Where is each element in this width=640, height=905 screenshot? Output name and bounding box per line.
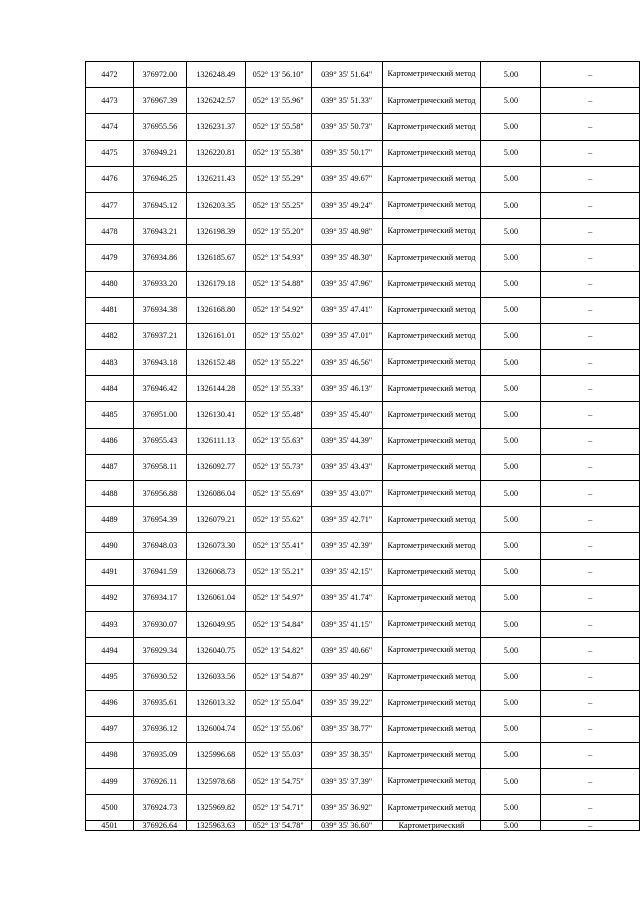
x-coordinate-cell: 376946.25 <box>133 166 186 192</box>
method-cell: Картометрический <box>382 821 481 831</box>
x-coordinate-cell: 376941.59 <box>133 559 186 585</box>
x-coordinate-cell: 376934.86 <box>133 245 186 271</box>
longitude-cell: 039° 35' 37.39" <box>311 769 382 795</box>
y-coordinate-cell: 1326168.80 <box>186 297 245 323</box>
table-row <box>86 62 640 88</box>
point-number-cell: 4479 <box>86 245 134 271</box>
y-coordinate-cell: 1326040.75 <box>186 638 245 664</box>
note-cell: – <box>541 664 640 690</box>
note-cell: – <box>541 245 640 271</box>
x-coordinate-cell: 376967.39 <box>133 88 186 114</box>
method-cell: Картометрический метод <box>382 62 481 88</box>
longitude-cell: 039° 35' 50.73" <box>311 114 382 140</box>
latitude-cell: 052° 13' 54.84" <box>245 611 311 637</box>
method-cell: Картометрический метод <box>382 742 481 768</box>
point-number-cell: 4475 <box>86 140 134 166</box>
accuracy-cell: 5.00 <box>481 769 541 795</box>
x-coordinate-cell: 376934.17 <box>133 585 186 611</box>
table-row <box>86 323 640 349</box>
table-row <box>86 166 640 192</box>
latitude-cell: 052° 13' 54.92" <box>245 297 311 323</box>
accuracy-cell: 5.00 <box>481 192 541 218</box>
note-cell: – <box>541 350 640 376</box>
point-number-cell: 4480 <box>86 271 134 297</box>
longitude-cell: 039° 35' 46.13" <box>311 376 382 402</box>
accuracy-cell: 5.00 <box>481 507 541 533</box>
longitude-cell: 039° 35' 50.17" <box>311 140 382 166</box>
longitude-cell: 039° 35' 47.96" <box>311 271 382 297</box>
table-row <box>86 350 640 376</box>
longitude-cell: 039° 35' 36.92" <box>311 795 382 821</box>
latitude-cell: 052° 13' 55.58" <box>245 114 311 140</box>
method-cell: Картометрический метод <box>382 166 481 192</box>
note-cell: – <box>541 585 640 611</box>
coordinates-table-body <box>86 62 640 831</box>
longitude-cell: 039° 35' 45.40" <box>311 402 382 428</box>
y-coordinate-cell: 1326049.95 <box>186 611 245 637</box>
x-coordinate-cell: 376955.56 <box>133 114 186 140</box>
method-cell: Картометрический метод <box>382 271 481 297</box>
latitude-cell: 052° 13' 55.62" <box>245 507 311 533</box>
y-coordinate-cell: 1326130.41 <box>186 402 245 428</box>
point-number-cell: 4482 <box>86 323 134 349</box>
method-cell: Картометрический метод <box>382 481 481 507</box>
point-number-cell: 4496 <box>86 690 134 716</box>
accuracy-cell: 5.00 <box>481 428 541 454</box>
method-cell: Картометрический метод <box>382 245 481 271</box>
accuracy-cell: 5.00 <box>481 88 541 114</box>
y-coordinate-cell: 1326231.37 <box>186 114 245 140</box>
table-row <box>86 795 640 821</box>
latitude-cell: 052° 13' 55.02" <box>245 323 311 349</box>
y-coordinate-cell: 1325978.68 <box>186 769 245 795</box>
longitude-cell: 039° 35' 49.24" <box>311 192 382 218</box>
x-coordinate-cell: 376954.39 <box>133 507 186 533</box>
note-cell: – <box>541 559 640 585</box>
accuracy-cell: 5.00 <box>481 323 541 349</box>
x-coordinate-cell: 376924.73 <box>133 795 186 821</box>
note-cell: – <box>541 533 640 559</box>
method-cell: Картометрический метод <box>382 376 481 402</box>
x-coordinate-cell: 376972.00 <box>133 62 186 88</box>
point-number-cell: 4472 <box>86 62 134 88</box>
accuracy-cell: 5.00 <box>481 402 541 428</box>
point-number-cell: 4487 <box>86 454 134 480</box>
longitude-cell: 039° 35' 47.01" <box>311 323 382 349</box>
longitude-cell: 039° 35' 40.66" <box>311 638 382 664</box>
table-row <box>86 376 640 402</box>
point-number-cell: 4477 <box>86 192 134 218</box>
method-cell: Картометрический метод <box>382 114 481 140</box>
y-coordinate-cell: 1326248.49 <box>186 62 245 88</box>
latitude-cell: 052° 13' 54.71" <box>245 795 311 821</box>
x-coordinate-cell: 376951.00 <box>133 402 186 428</box>
accuracy-cell: 5.00 <box>481 350 541 376</box>
x-coordinate-cell: 376929.34 <box>133 638 186 664</box>
latitude-cell: 052° 13' 54.82" <box>245 638 311 664</box>
point-number-cell: 4495 <box>86 664 134 690</box>
longitude-cell: 039° 35' 40.29" <box>311 664 382 690</box>
latitude-cell: 052° 13' 56.10" <box>245 62 311 88</box>
longitude-cell: 039° 35' 38.35" <box>311 742 382 768</box>
latitude-cell: 052° 13' 55.20" <box>245 219 311 245</box>
accuracy-cell: 5.00 <box>481 297 541 323</box>
table-row <box>86 271 640 297</box>
table-row <box>86 742 640 768</box>
latitude-cell: 052° 13' 55.03" <box>245 742 311 768</box>
y-coordinate-cell: 1326086.04 <box>186 481 245 507</box>
longitude-cell: 039° 35' 39.22" <box>311 690 382 716</box>
table-row <box>86 245 640 271</box>
x-coordinate-cell: 376930.52 <box>133 664 186 690</box>
method-cell: Картометрический метод <box>382 638 481 664</box>
x-coordinate-cell: 376946.42 <box>133 376 186 402</box>
longitude-cell: 039° 35' 51.64" <box>311 62 382 88</box>
y-coordinate-cell: 1326161.01 <box>186 323 245 349</box>
longitude-cell: 039° 35' 42.39" <box>311 533 382 559</box>
accuracy-cell: 5.00 <box>481 114 541 140</box>
method-cell: Картометрический метод <box>382 690 481 716</box>
latitude-cell: 052° 13' 55.33" <box>245 376 311 402</box>
latitude-cell: 052° 13' 54.88" <box>245 271 311 297</box>
x-coordinate-cell: 376948.03 <box>133 533 186 559</box>
accuracy-cell: 5.00 <box>481 62 541 88</box>
method-cell: Картометрический метод <box>382 507 481 533</box>
note-cell: – <box>541 62 640 88</box>
accuracy-cell: 5.00 <box>481 638 541 664</box>
note-cell: – <box>541 402 640 428</box>
x-coordinate-cell: 376945.12 <box>133 192 186 218</box>
point-number-cell: 4492 <box>86 585 134 611</box>
longitude-cell: 039° 35' 49.67" <box>311 166 382 192</box>
point-number-cell: 4490 <box>86 533 134 559</box>
y-coordinate-cell: 1326179.18 <box>186 271 245 297</box>
table-row <box>86 533 640 559</box>
table-row <box>86 585 640 611</box>
method-cell: Картометрический метод <box>382 611 481 637</box>
method-cell: Картометрический метод <box>382 428 481 454</box>
point-number-cell: 4484 <box>86 376 134 402</box>
accuracy-cell: 5.00 <box>481 742 541 768</box>
method-cell: Картометрический метод <box>382 219 481 245</box>
note-cell: – <box>541 297 640 323</box>
coordinates-table-sheet <box>85 61 640 831</box>
method-cell: Картометрический метод <box>382 323 481 349</box>
point-number-cell: 4493 <box>86 611 134 637</box>
longitude-cell: 039° 35' 47.41" <box>311 297 382 323</box>
point-number-cell: 4501 <box>86 821 134 831</box>
x-coordinate-cell: 376936.12 <box>133 716 186 742</box>
y-coordinate-cell: 1326079.21 <box>186 507 245 533</box>
y-coordinate-cell: 1325963.63 <box>186 821 245 831</box>
note-cell: – <box>541 821 640 831</box>
y-coordinate-cell: 1326203.35 <box>186 192 245 218</box>
note-cell: – <box>541 192 640 218</box>
accuracy-cell: 5.00 <box>481 219 541 245</box>
note-cell: – <box>541 271 640 297</box>
longitude-cell: 039° 35' 41.15" <box>311 611 382 637</box>
method-cell: Картометрический метод <box>382 716 481 742</box>
note-cell: – <box>541 323 640 349</box>
method-cell: Картометрический метод <box>382 402 481 428</box>
x-coordinate-cell: 376943.18 <box>133 350 186 376</box>
latitude-cell: 052° 13' 55.25" <box>245 192 311 218</box>
accuracy-cell: 5.00 <box>481 481 541 507</box>
accuracy-cell: 5.00 <box>481 559 541 585</box>
latitude-cell: 052° 13' 55.22" <box>245 350 311 376</box>
y-coordinate-cell: 1326220.81 <box>186 140 245 166</box>
y-coordinate-cell: 1326198.39 <box>186 219 245 245</box>
longitude-cell: 039° 35' 43.07" <box>311 481 382 507</box>
latitude-cell: 052° 13' 55.41" <box>245 533 311 559</box>
point-number-cell: 4491 <box>86 559 134 585</box>
latitude-cell: 052° 13' 55.63" <box>245 428 311 454</box>
longitude-cell: 039° 35' 43.43" <box>311 454 382 480</box>
accuracy-cell: 5.00 <box>481 166 541 192</box>
table-row <box>86 611 640 637</box>
table-row <box>86 821 640 831</box>
table-row <box>86 454 640 480</box>
point-number-cell: 4499 <box>86 769 134 795</box>
table-row <box>86 402 640 428</box>
longitude-cell: 039° 35' 42.15" <box>311 559 382 585</box>
accuracy-cell: 5.00 <box>481 690 541 716</box>
method-cell: Картометрический метод <box>382 769 481 795</box>
point-number-cell: 4489 <box>86 507 134 533</box>
y-coordinate-cell: 1326068.73 <box>186 559 245 585</box>
coordinates-table <box>85 61 640 831</box>
x-coordinate-cell: 376958.11 <box>133 454 186 480</box>
table-row <box>86 481 640 507</box>
x-coordinate-cell: 376926.64 <box>133 821 186 831</box>
point-number-cell: 4474 <box>86 114 134 140</box>
method-cell: Картометрический метод <box>382 795 481 821</box>
table-row <box>86 559 640 585</box>
method-cell: Картометрический метод <box>382 454 481 480</box>
note-cell: – <box>541 428 640 454</box>
x-coordinate-cell: 376934.38 <box>133 297 186 323</box>
latitude-cell: 052° 13' 55.38" <box>245 140 311 166</box>
y-coordinate-cell: 1326013.32 <box>186 690 245 716</box>
note-cell: – <box>541 716 640 742</box>
note-cell: – <box>541 690 640 716</box>
accuracy-cell: 5.00 <box>481 716 541 742</box>
table-row <box>86 297 640 323</box>
x-coordinate-cell: 376935.61 <box>133 690 186 716</box>
longitude-cell: 039° 35' 48.98" <box>311 219 382 245</box>
accuracy-cell: 5.00 <box>481 271 541 297</box>
latitude-cell: 052° 13' 54.97" <box>245 585 311 611</box>
y-coordinate-cell: 1326092.77 <box>186 454 245 480</box>
latitude-cell: 052° 13' 55.73" <box>245 454 311 480</box>
method-cell: Картометрический метод <box>382 585 481 611</box>
longitude-cell: 039° 35' 38.77" <box>311 716 382 742</box>
table-row <box>86 88 640 114</box>
accuracy-cell: 5.00 <box>481 585 541 611</box>
method-cell: Картометрический метод <box>382 350 481 376</box>
note-cell: – <box>541 166 640 192</box>
accuracy-cell: 5.00 <box>481 245 541 271</box>
note-cell: – <box>541 611 640 637</box>
x-coordinate-cell: 376930.07 <box>133 611 186 637</box>
note-cell: – <box>541 140 640 166</box>
y-coordinate-cell: 1326004.74 <box>186 716 245 742</box>
latitude-cell: 052° 13' 55.29" <box>245 166 311 192</box>
accuracy-cell: 5.00 <box>481 533 541 559</box>
table-row <box>86 769 640 795</box>
latitude-cell: 052° 13' 55.69" <box>245 481 311 507</box>
note-cell: – <box>541 88 640 114</box>
longitude-cell: 039° 35' 42.71" <box>311 507 382 533</box>
accuracy-cell: 5.00 <box>481 140 541 166</box>
note-cell: – <box>541 769 640 795</box>
latitude-cell: 052° 13' 54.75" <box>245 769 311 795</box>
table-row <box>86 638 640 664</box>
x-coordinate-cell: 376956.88 <box>133 481 186 507</box>
latitude-cell: 052° 13' 55.06" <box>245 716 311 742</box>
note-cell: – <box>541 507 640 533</box>
y-coordinate-cell: 1326144.28 <box>186 376 245 402</box>
point-number-cell: 4500 <box>86 795 134 821</box>
longitude-cell: 039° 35' 51.33" <box>311 88 382 114</box>
y-coordinate-cell: 1326061.04 <box>186 585 245 611</box>
point-number-cell: 4498 <box>86 742 134 768</box>
note-cell: – <box>541 454 640 480</box>
x-coordinate-cell: 376935.09 <box>133 742 186 768</box>
x-coordinate-cell: 376926.11 <box>133 769 186 795</box>
x-coordinate-cell: 376943.21 <box>133 219 186 245</box>
note-cell: – <box>541 742 640 768</box>
method-cell: Картометрический метод <box>382 559 481 585</box>
note-cell: – <box>541 376 640 402</box>
note-cell: – <box>541 638 640 664</box>
table-row <box>86 428 640 454</box>
y-coordinate-cell: 1325969.82 <box>186 795 245 821</box>
x-coordinate-cell: 376937.21 <box>133 323 186 349</box>
point-number-cell: 4497 <box>86 716 134 742</box>
latitude-cell: 052° 13' 54.78" <box>245 821 311 831</box>
x-coordinate-cell: 376933.20 <box>133 271 186 297</box>
y-coordinate-cell: 1326152.48 <box>186 350 245 376</box>
point-number-cell: 4494 <box>86 638 134 664</box>
point-number-cell: 4483 <box>86 350 134 376</box>
y-coordinate-cell: 1326211.43 <box>186 166 245 192</box>
point-number-cell: 4485 <box>86 402 134 428</box>
point-number-cell: 4481 <box>86 297 134 323</box>
table-row <box>86 507 640 533</box>
point-number-cell: 4486 <box>86 428 134 454</box>
accuracy-cell: 5.00 <box>481 664 541 690</box>
latitude-cell: 052° 13' 55.48" <box>245 402 311 428</box>
table-row <box>86 192 640 218</box>
method-cell: Картометрический метод <box>382 533 481 559</box>
accuracy-cell: 5.00 <box>481 454 541 480</box>
table-row <box>86 716 640 742</box>
method-cell: Картометрический метод <box>382 140 481 166</box>
point-number-cell: 4473 <box>86 88 134 114</box>
longitude-cell: 039° 35' 44.39" <box>311 428 382 454</box>
y-coordinate-cell: 1326111.13 <box>186 428 245 454</box>
note-cell: – <box>541 481 640 507</box>
latitude-cell: 052° 13' 55.04" <box>245 690 311 716</box>
longitude-cell: 039° 35' 46.56" <box>311 350 382 376</box>
y-coordinate-cell: 1326242.57 <box>186 88 245 114</box>
note-cell: – <box>541 795 640 821</box>
y-coordinate-cell: 1326073.30 <box>186 533 245 559</box>
table-row <box>86 219 640 245</box>
point-number-cell: 4478 <box>86 219 134 245</box>
accuracy-cell: 5.00 <box>481 376 541 402</box>
table-row <box>86 664 640 690</box>
latitude-cell: 052° 13' 54.93" <box>245 245 311 271</box>
point-number-cell: 4476 <box>86 166 134 192</box>
latitude-cell: 052° 13' 55.21" <box>245 559 311 585</box>
x-coordinate-cell: 376949.21 <box>133 140 186 166</box>
method-cell: Картометрический метод <box>382 664 481 690</box>
x-coordinate-cell: 376955.43 <box>133 428 186 454</box>
longitude-cell: 039° 35' 36.60" <box>311 821 382 831</box>
method-cell: Картометрический метод <box>382 88 481 114</box>
note-cell: – <box>541 219 640 245</box>
y-coordinate-cell: 1326185.67 <box>186 245 245 271</box>
y-coordinate-cell: 1326033.56 <box>186 664 245 690</box>
table-row <box>86 690 640 716</box>
latitude-cell: 052° 13' 54.87" <box>245 664 311 690</box>
latitude-cell: 052° 13' 55.96" <box>245 88 311 114</box>
longitude-cell: 039° 35' 48.30" <box>311 245 382 271</box>
accuracy-cell: 5.00 <box>481 611 541 637</box>
method-cell: Картометрический метод <box>382 192 481 218</box>
accuracy-cell: 5.00 <box>481 821 541 831</box>
accuracy-cell: 5.00 <box>481 795 541 821</box>
note-cell: – <box>541 114 640 140</box>
method-cell: Картометрический метод <box>382 297 481 323</box>
point-number-cell: 4488 <box>86 481 134 507</box>
y-coordinate-cell: 1325996.68 <box>186 742 245 768</box>
table-row <box>86 114 640 140</box>
table-row <box>86 140 640 166</box>
longitude-cell: 039° 35' 41.74" <box>311 585 382 611</box>
